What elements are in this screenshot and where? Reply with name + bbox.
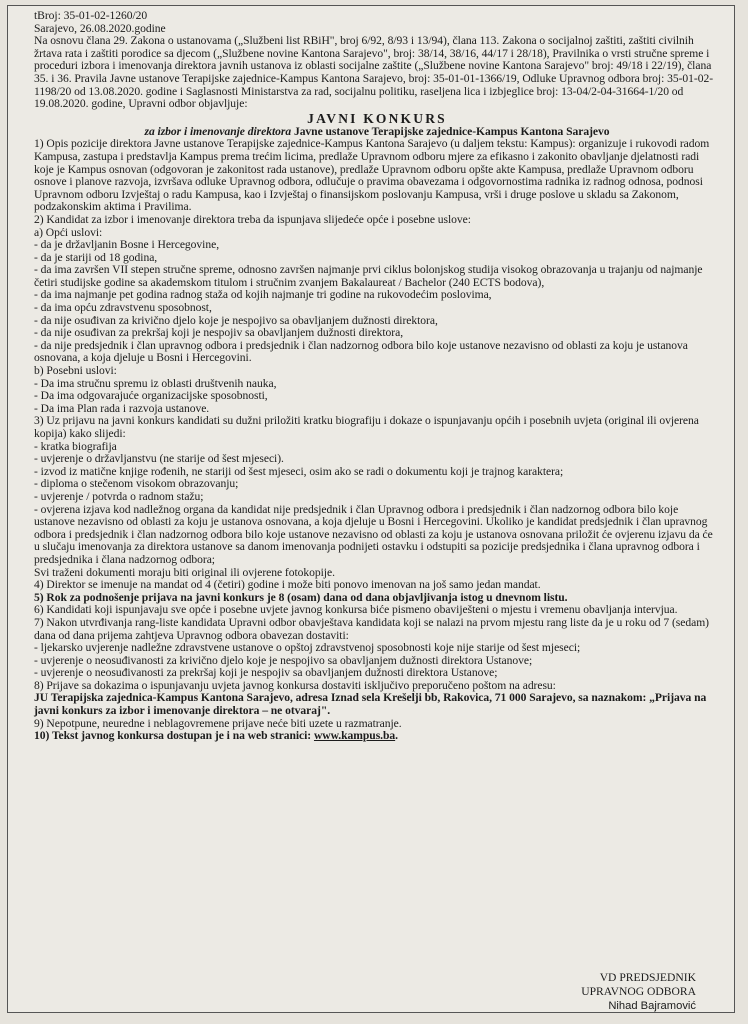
list-item: - Da ima stručnu spremu iz oblasti društvenih nauka, [34, 376, 277, 390]
list-item: - da ima najmanje pet godina radnog staža od kojih najmanje tri godine na rukovodećim poslovima, [34, 288, 492, 302]
website-link[interactable]: www.kampus.ba [313, 729, 396, 743]
list-item: - da je državljanin Bosne i Hercegovine, [34, 238, 220, 252]
general-conditions-heading: a) Opći uslovi: [34, 225, 103, 239]
section-5-deadline: 5) Rok za podnošenje prijava na javni konkurs je 8 (osam) dana od dana objavljivanja istog u dnevnom listu. [34, 590, 568, 604]
section-8-intro: 8) Prijave sa dokazima o ispunjavanju uvjeta javnog konkursa dostaviti isključivo preporučeno poštom na adresu: [34, 678, 556, 692]
section-10-suffix: . [395, 729, 399, 743]
list-item: - da ima završen VII stepen stručne spreme, odnosno završen najmanje prvi ciklus bolonjskog studija visokog obrazovanja u trajanju od najmanje četiri studijske godine sa akademskom titulom i stručnim zvanjem Bakalaureat / Bachelor (240 ECTS bodova), [34, 263, 703, 289]
section-3-intro: 3) Uz prijavu na javni konkurs kandidati su dužni priložiti kratku biografiju i dokaze o ispunjavanju općih i posebnih uvjeta (original ili ovjerena kopija) kako slijedi: [34, 414, 699, 440]
list-item: - uvjerenje o neosuđivanosti za krivično djelo koje je nespojivo sa obavljanjem dužnosti direktora Ustanove; [34, 653, 533, 667]
list-item: - da je stariji od 18 godina, [34, 250, 158, 264]
list-item: - izvod iz matične knjige rođenih, ne stariji od šest mjeseci, osim ako se radi o dokumentu koji je trajnog karaktera; [34, 464, 564, 478]
mailing-address: JU Terapijska zajednica-Kampus Kantona Sarajevo, adresa Iznad sela Krešelji bb, Rakovica, 71 000 Sarajevo, sa naznakom: „Prijava na javni konkurs za izbor i imenovanje direktora – ne otvaraj". [34, 691, 707, 718]
documents-note: Svi traženi dokumenti moraju biti original ili ovjerene fotokopije. [34, 565, 335, 579]
list-item: - Da ima odgovarajuće organizacijske sposobnosti, [34, 389, 268, 403]
notice-title: JAVNI KONKURS [307, 110, 447, 126]
newspaper-notice [7, 5, 735, 1013]
list-item: - uvjerenje o državljanstvu (ne starije od šest mjeseci). [34, 452, 284, 466]
list-item: - Da ima Plan rada i razvoja ustanove. [34, 401, 210, 415]
signature-title-2: UPRAVNOG ODBORA [581, 985, 696, 998]
list-item: - da nije predsjednik i član upravnog odbora i predsjednik i član nadzornog odbora bilo koje ustanove nezavisno od oblasti za koju je ustanova osnovana, a koja djeluje u Bosni i Hercegovini. [34, 338, 688, 365]
list-item: - da nije osuđivan za krivično djelo koje je nespojivo sa obavljanjem dužnosti direktora, [34, 313, 438, 327]
section-1: 1) Opis pozicije direktora Javne ustanove Terapijske zajednice-Kampus Kantona Sarajevo (u daljem tekstu: Kampus): organizuje i rukovodi radom Kampusa, zastupa i predstavlja Kampus prema trećim licima, predlaže Upravnom odboru mjere za efikasno i zakonito obavljanje djelatnosti radi koje je Kampus osnovan (odgovoran je zakonitost rada ustanove), predlaže Upravnom odboru opšte akte Kampusa, predlaže Upravnom odboru osnove i planove razvoja, izvršava odluke Upravnog odbora, odlučuje o pravima obavezama i odgovornostima radnika iz radnog odnosa, podnosi Upravnom odboru Izvještaj o radu Kampusa, kao i Izvještaj o finansijskom poslovanju Kampusa, vrši i druge poslove u skladu sa Zakonom, podzakonskim aktima i Pravilima. [34, 137, 710, 214]
list-item: - da nije osuđivan za prekršaj koji je nespojiv sa obavljanjem dužnosti direktora, [34, 326, 404, 340]
subtitle-rest: Javne ustanove Terapijske zajednice-Kampus Kantona Sarajevo [291, 124, 610, 138]
place-date: Sarajevo, 26.08.2020.godine [34, 21, 166, 35]
signatory-name: Nihad Bajramović [608, 1000, 696, 1012]
list-item: - uvjerenje / potvrda o radnom stažu; [34, 489, 204, 503]
section-7-intro: 7) Nakon utvrđivanja rang-liste kandidata Upravni odbor obavještava kandidata koji se nalazi na prvom mjestu rang liste da je u roku od 7 (sedam) dana od dana prijema zahtjeva Upravnog odbora obavezan dostaviti: [34, 615, 709, 642]
special-conditions-heading: b) Posebni uslovi: [34, 364, 117, 378]
subtitle-italic: za izbor i imenovanje direktora [144, 124, 292, 138]
list-item: - da ima opću zdravstvenu sposobnost, [34, 301, 212, 315]
section-10 [34, 730, 720, 743]
section-10-text: 10) Tekst javnog konkursa dostupan je i na web stranici: [34, 729, 314, 743]
section-6: 6) Kandidati koji ispunjavaju sve opće i posebne uvjete javnog konkursa biće pismeno obaviješteni o mjestu i vremenu obavljanja intervjua. [34, 603, 678, 617]
signature-block [581, 971, 696, 1013]
section-9: 9) Nepotpune, neuredne i neblagovremene prijave neće biti uzete u razmatranje. [34, 716, 402, 730]
section-2-intro: 2) Kandidat za izbor i imenovanje direktora treba da ispunjava slijedeće opće i posebne uslove: [34, 212, 471, 226]
list-item: - diploma o stečenom visokom obrazovanju; [34, 477, 239, 491]
preamble: Na osnovu člana 29. Zakona o ustanovama („Službeni list RBiH", broj 6/92, 8/93 i 13/94), člana 113. Zakona o socijalnoj zaštiti, zaštiti civilnih žrtava rata i zaštiti porodice sa djecom („Službene novine Kantona Sarajevo", broj: 38/14, 38/16, 44/17 i 28/18), Pravilnika o vrsti stručne spreme i proceduri izbora i imenovanja direktora javnih ustanova iz oblasti socijalne zaštite („Službene novine Kantona Sarajevo" broj: 49/18 i 22/19), člana 35. i 36. Pravila Javne ustanove Terapijske zajednice-Kampus Kantona Sarajevo, broj: 35-01-01-1366/19, Odluke Upravnog odbora broj: 35-01-02-1198/20 od 13.08.2020. godine i Saglasnosti Ministarstva za rad, socijalnu politiku, raseljena lica i izbjeglice broj: 13-04/2-04-31664-1/20 od 19.08.2020. godine, Upravni odbor objavljuje: [34, 34, 714, 111]
list-item: - uvjerenje o neosuđivanosti za prekršaj koji je nespojiv sa obavljanjem dužnosti direktora Ustanove; [34, 666, 498, 680]
signature-title-1: VD PREDSJEDNIK [599, 971, 696, 984]
list-item: - kratka biografija [34, 439, 117, 453]
reference-number: tBroj: 35-01-02-1260/20 [34, 9, 148, 22]
list-item: - ljekarsko uvjerenje nadležne zdravstvene ustanove o opštoj zdravstvenoj sposobnosti koje nije starije od šest mjeseci; [34, 641, 581, 655]
section-4: 4) Direktor se imenuje na mandat od 4 (četiri) godine i može biti ponovo imenovan na još samo jedan mandat. [34, 578, 541, 592]
list-item: - ovjerena izjava kod nadležnog organa da kandidat nije predsjednik i član Upravnog odbora i predsjednik i član nadzornog odbora bilo koje ustanove nezavisno od oblasti za koju je ustanova osnovana, a koja djeluje u Bosni i Hercegovini. Ukoliko je kandidat predsjednik i član upravnog odbora i predsjednik i član nadzornog odbora bilo koje ustanove nezavisno od oblasti za koju je ustanova osnovana priložit će ovjerenu izjavu da će u slučaju imenovanja za direktora ustanove sa danom imenovanja podnijeti ostavku i odstupiti sa pozicije predsjednika i člana upravnog odbora i predsjednika i člana nadzornog odbora; [34, 502, 713, 566]
notice-body [34, 10, 720, 743]
